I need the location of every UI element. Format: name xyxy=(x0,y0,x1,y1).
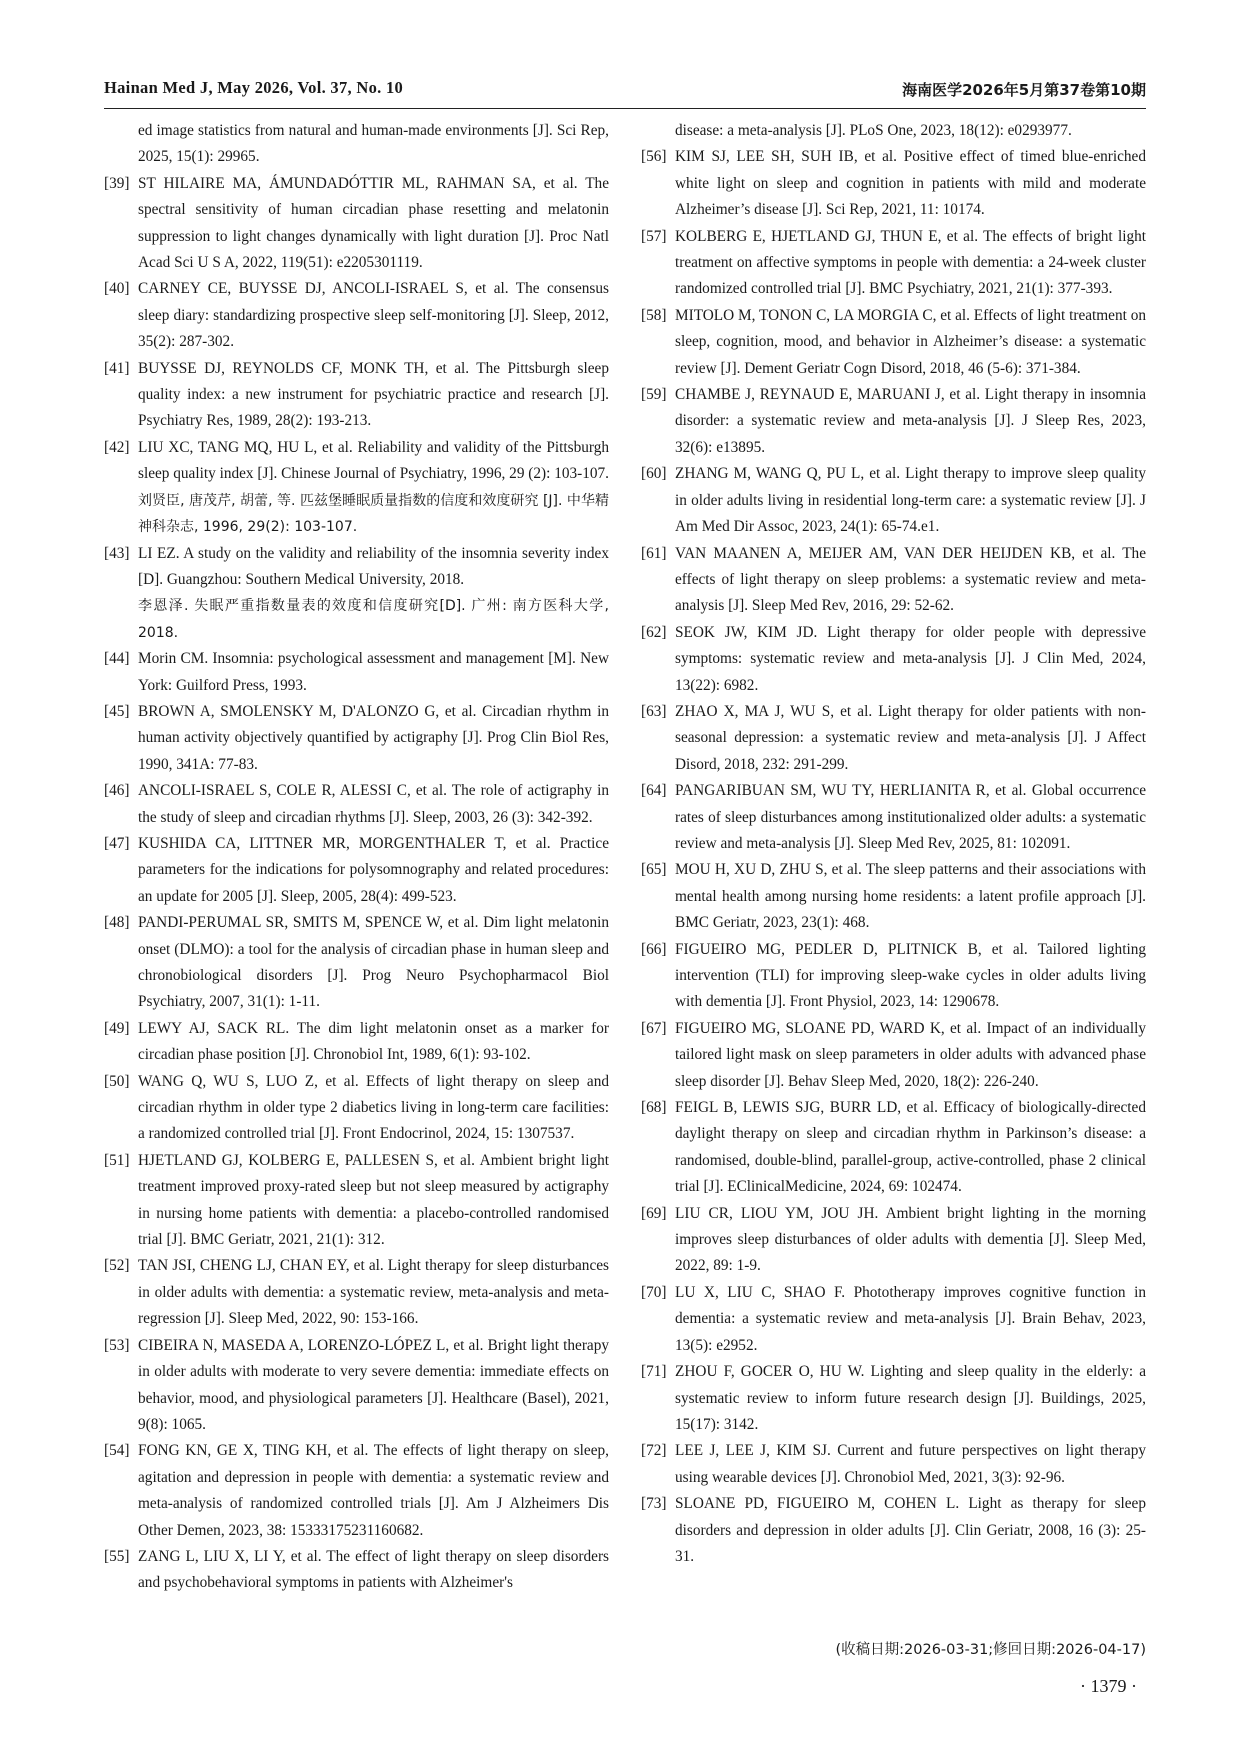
reference-item xyxy=(641,382,1146,461)
reference-text: FIGUEIRO MG, PEDLER D, PLITNICK B, et al. Tailored lighting intervention (TLI) for improving sleep-wake cycles in older adults living with dementia [J]. Front Physiol, 2023, 14: 1290678. xyxy=(675,940,1146,1011)
journal-chinese-title: 海南医学2026年5月第37卷第10期 xyxy=(902,81,1146,99)
reference-number: [54] xyxy=(104,1442,130,1460)
reference-item xyxy=(104,1333,609,1439)
reference-text: ZHAO X, MA J, WU S, et al. Light therapy for older patients with non-seasonal depression: a systematic review and meta-analysis [J]. J Affect Disord, 2018, 232: 291-299. xyxy=(675,702,1146,773)
reference-item xyxy=(641,541,1146,620)
reference-text: LI EZ. A study on the validity and reliability of the insomnia severity index [D]. Guangzhou: Southern Medical University, 2018. xyxy=(138,544,609,588)
reference-text: ANCOLI-ISRAEL S, COLE R, ALESSI C, et al. The role of actigraphy in the study of sleep and circadian rhythms [J]. Sleep, 2003, 26 (3): 342-392. xyxy=(138,782,609,826)
reference-number: [45] xyxy=(104,702,130,720)
reference-number: [59] xyxy=(641,386,667,404)
reference-number: [67] xyxy=(641,1019,667,1037)
reference-item xyxy=(641,937,1146,1016)
reference-text: TAN JSI, CHENG LJ, CHAN EY, et al. Light therapy for sleep disturbances in older adults with dementia: a systematic review, meta-analysis and meta-regression [J]. Sleep Med, 2022, 90: 153-166. xyxy=(138,1257,609,1328)
reference-text: MITOLO M, TONON C, LA MORGIA C, et al. Effects of light treatment on sleep, cognition, mood, and behavior in Alzheimer’s disease: a systematic review [J]. Dement Geriatr Cogn Disord, 2018, 46 (5-6): 371-384. xyxy=(675,306,1146,377)
reference-item xyxy=(104,910,609,1016)
reference-item xyxy=(641,778,1146,857)
reference-number: [60] xyxy=(641,465,667,483)
reference-number: [55] xyxy=(104,1547,130,1565)
reference-number: [40] xyxy=(104,280,130,298)
reference-item xyxy=(104,646,609,699)
reference-number: [47] xyxy=(104,834,130,852)
reference-item xyxy=(641,303,1146,382)
reference-text: BROWN A, SMOLENSKY M, D'ALONZO G, et al. Circadian rhythm in human activity objectively quantified by actigraphy [J]. Prog Clin Biol Res, 1990, 341A: 77-83. xyxy=(138,702,609,773)
reference-item xyxy=(641,1280,1146,1359)
page-number: · 1379 · xyxy=(1080,1676,1137,1696)
reference-text: BUYSSE DJ, REYNOLDS CF, MONK TH, et al. The Pittsburgh sleep quality index: a new instrument for psychiatric practice and research [J]. Psychiatry Res, 1989, 28(2): 193-213. xyxy=(138,359,609,430)
reference-number: [48] xyxy=(104,914,130,932)
reference-number: [46] xyxy=(104,782,130,800)
reference-text: CIBEIRA N, MASEDA A, LORENZO-LÓPEZ L, et al. Bright light therapy in older adults with moderate to very severe dementia: immediate effects on behavior, mood, and physiological parameters [J]. Healthcare (Basel), 2021, 9(8): 1065. xyxy=(138,1336,609,1433)
reference-number: [52] xyxy=(104,1257,130,1275)
left-column xyxy=(104,118,609,1597)
reference-text: CHAMBE J, REYNAUD E, MARUANI J, et al. Light therapy in insomnia disorder: a systematic review and meta-analysis [J]. J Sleep Res, 2023, 32(6): e13895. xyxy=(675,386,1146,456)
reference-item xyxy=(641,857,1146,936)
reference-list xyxy=(104,171,609,1597)
reference-item xyxy=(104,171,609,277)
reference-number: [65] xyxy=(641,861,667,879)
reference-text: KIM SJ, LEE SH, SUH IB, et al. Positive effect of timed blue-enriched white light on sleep and cognition in patients with mild and moderate Alzheimer’s disease [J]. Sci Rep, 2021, 11: 10174. xyxy=(675,148,1146,219)
reference-item xyxy=(104,1016,609,1069)
reference-text: PANGARIBUAN SM, WU TY, HERLIANITA R, et al. Global occurrence rates of sleep disturbances among institutionalized older adults: a systematic review and meta-analysis [J]. Sleep Med Rev, 2025, 81: 102091. xyxy=(675,782,1146,852)
reference-text: CARNEY CE, BUYSSE DJ, ANCOLI-ISRAEL S, et al. The consensus sleep diary: standardizing prospective sleep self-monitoring [J]. Sleep, 2012, 35(2): 287-302. xyxy=(138,280,609,351)
reference-text: HJETLAND GJ, KOLBERG E, PALLESEN S, et al. Ambient bright light treatment improved proxy-rated sleep but not sleep measured by actigraphy in nursing home patients with dementia: a placebo-controlled randomised trial [J]. BMC Geriatr, 2021, 21(1): 312. xyxy=(138,1151,609,1249)
reference-item xyxy=(641,1201,1146,1280)
right-column xyxy=(641,118,1146,1570)
reference-number: [62] xyxy=(641,623,667,641)
reference-text: FONG KN, GE X, TING KH, et al. The effects of light therapy on sleep, agitation and depression in people with dementia: a systematic review and meta-analysis of randomized controlled trials [J]. Am J Alzheimers Dis Other Demen, 2023, 38: 15333175231160682. xyxy=(138,1442,609,1539)
reference-text: ZHOU F, GOCER O, HU W. Lighting and sleep quality in the elderly: a systematic review to inform future research design [J]. Buildings, 2025, 15(17): 3142. xyxy=(675,1363,1146,1433)
reference-number: [51] xyxy=(104,1151,130,1169)
reference-number: [64] xyxy=(641,782,667,800)
journal-citation: Hainan Med J, May 2026, Vol. 37, No. 10 xyxy=(104,78,404,97)
reference-text: LU X, LIU C, SHAO F. Phototherapy improves cognitive function in dementia: a systematic review and meta-analysis [J]. Brain Behav, 2023, 13(5): e2952. xyxy=(675,1283,1146,1354)
reference-item xyxy=(104,1148,609,1254)
reference-number: [63] xyxy=(641,702,667,720)
reference-continuation: disease: a meta-analysis [J]. PLoS One, 2023, 18(12): e0293977. xyxy=(675,122,1072,139)
reference-item xyxy=(641,1095,1146,1201)
reference-item xyxy=(641,144,1146,223)
reference-number: [53] xyxy=(104,1336,130,1354)
reference-item xyxy=(104,1544,609,1597)
reference-item xyxy=(641,620,1146,699)
reference-number: [44] xyxy=(104,650,130,668)
reference-number: [41] xyxy=(104,359,130,377)
reference-item xyxy=(104,699,609,778)
reference-item xyxy=(104,541,609,647)
reference-text: LIU CR, LIOU YM, JOU JH. Ambient bright lighting in the morning improves sleep disturbances of older adults with dementia [J]. Sleep Med, 2022, 89: 1-9. xyxy=(675,1204,1146,1275)
reference-item xyxy=(641,224,1146,303)
received-revised-dates: (收稿日期:2026-03-31;修回日期:2026-04-17) xyxy=(835,1642,1146,1658)
running-header xyxy=(104,78,1146,109)
reference-item xyxy=(104,1253,609,1332)
reference-item xyxy=(641,1438,1146,1491)
reference-item xyxy=(641,461,1146,540)
reference-item xyxy=(104,435,609,541)
reference-number: [71] xyxy=(641,1363,667,1381)
reference-text: PANDI-PERUMAL SR, SMITS M, SPENCE W, et al. Dim light melatonin onset (DLMO): a tool for the analysis of circadian phase in human sleep and chronobiological disorders [J]. Prog Neuro Psychopharmacol Biol Psychiatry, 2007, 31(1): 1-11. xyxy=(138,914,609,1011)
reference-number: [43] xyxy=(104,544,130,562)
reference-text: FIGUEIRO MG, SLOANE PD, WARD K, et al. Impact of an individually tailored light mask on sleep parameters in older adults with advanced phase sleep disorder [J]. Behav Sleep Med, 2020, 18(2): 226-240. xyxy=(675,1019,1146,1090)
reference-number: [39] xyxy=(104,174,130,192)
reference-text: LIU XC, TANG MQ, HU L, et al. Reliability and validity of the Pittsburgh sleep quality index [J]. Chinese Journal of Psychiatry, 1996, 29 (2): 103-107. xyxy=(138,438,610,483)
reference-text: LEE J, LEE J, KIM SJ. Current and future perspectives on light therapy using wearable devices [J]. Chronobiol Med, 2021, 3(3): 92-96. xyxy=(675,1442,1146,1486)
reference-item xyxy=(104,1069,609,1148)
reference-item xyxy=(641,699,1146,778)
reference-item xyxy=(104,1438,609,1544)
reference-number: [66] xyxy=(641,940,667,958)
reference-text: ST HILAIRE MA, ÁMUNDADÓTTIR ML, RAHMAN SA, et al. The spectral sensitivity of human circadian phase resetting and melatonin suppression to light changes dynamically with light duration [J]. Proc Natl Acad Sci U S A, 2022, 119(51): e2205301119. xyxy=(138,174,609,272)
reference-list xyxy=(641,144,1146,1570)
reference-item xyxy=(641,1016,1146,1095)
reference-text: ZHANG M, WANG Q, PU L, et al. Light therapy to improve sleep quality in older adults living in residential long-term care: a systematic review [J]. J Am Med Dir Assoc, 2023, 24(1): 65-74.e1. xyxy=(675,465,1146,536)
reference-chinese-text: 刘贤臣, 唐茂芹, 胡蕾, 等. 匹兹堡睡眠质量指数的信度和效度研究 [J]. 中华精神科杂志, 1996, 29(2): 103-107. xyxy=(138,492,609,536)
reference-item xyxy=(104,778,609,831)
reference-continuation: ed image statistics from natural and human-made environments [J]. Sci Rep, 2025, 15(1): 29965. xyxy=(138,122,609,166)
reference-text: SLOANE PD, FIGUEIRO M, COHEN L. Light as therapy for sleep disorders and depression in older adults [J]. Clin Geriatr, 2008, 16 (3): 25-31. xyxy=(675,1495,1146,1565)
reference-text: LEWY AJ, SACK RL. The dim light melatonin onset as a marker for circadian phase position [J]. Chronobiol Int, 1989, 6(1): 93-102. xyxy=(138,1019,609,1064)
reference-text: KUSHIDA CA, LITTNER MR, MORGENTHALER T, et al. Practice parameters for the indications for polysomnography and related procedures: an update for 2005 [J]. Sleep, 2005, 28(4): 499-523. xyxy=(138,834,609,905)
reference-number: [57] xyxy=(641,227,667,245)
reference-text: KOLBERG E, HJETLAND GJ, THUN E, et al. The effects of bright light treatment on affective symptoms in people with dementia: a 24-week cluster randomized controlled trial [J]. BMC Psychiatry, 2021, 21(1): 377-393. xyxy=(675,227,1146,298)
reference-number: [70] xyxy=(641,1283,667,1301)
reference-text: WANG Q, WU S, LUO Z, et al. Effects of light therapy on sleep and circadian rhythm in older type 2 diabetics living in long-term care facilities: a randomized controlled trial [J]. Front Endocrinol, 2024, 15: 1307537. xyxy=(138,1072,609,1143)
reference-text: VAN MAANEN A, MEIJER AM, VAN DER HEIJDEN KB, et al. The effects of light therapy on sleep problems: a systematic review and meta-analysis [J]. Sleep Med Rev, 2016, 29: 52-62. xyxy=(675,544,1146,615)
reference-number: [61] xyxy=(641,544,667,562)
reference-item xyxy=(641,1491,1146,1570)
reference-text: MOU H, XU D, ZHU S, et al. The sleep patterns and their associations with mental health among nursing home residents: a latent profile approach [J]. BMC Geriatr, 2023, 23(1): 468. xyxy=(675,861,1146,932)
reference-number: [69] xyxy=(641,1204,667,1222)
reference-item xyxy=(104,276,609,355)
reference-number: [50] xyxy=(104,1072,130,1090)
reference-text: FEIGL B, LEWIS SJG, BURR LD, et al. Efficacy of biologically-directed daylight therapy on sleep and circadian rhythm in Parkinson’s disease: a randomised, double-blind, parallel-group, active-controlled, phase 2 clinical trial [J]. EClinicalMedicine, 2024, 69: 102474. xyxy=(675,1099,1146,1196)
reference-item xyxy=(104,356,609,435)
reference-number: [73] xyxy=(641,1495,667,1513)
reference-text: SEOK JW, KIM JD. Light therapy for older people with depressive symptoms: systematic review and meta-analysis [J]. J Clin Med, 2024, 13(22): 6982. xyxy=(675,623,1146,694)
reference-number: [49] xyxy=(104,1019,130,1037)
reference-chinese-text: 李恩泽. 失眠严重指数量表的效度和信度研究[D]. 广州: 南方医科大学, 2018. xyxy=(138,598,609,641)
reference-item xyxy=(104,831,609,910)
reference-text: Morin CM. Insomnia: psychological assessment and management [M]. New York: Guilford Press, 1993. xyxy=(138,650,609,694)
reference-number: [72] xyxy=(641,1442,667,1460)
reference-number: [68] xyxy=(641,1099,667,1117)
reference-number: [56] xyxy=(641,148,667,166)
reference-number: [42] xyxy=(104,438,130,456)
reference-text: ZANG L, LIU X, LI Y, et al. The effect of light therapy on sleep disorders and psychobehavioral symptoms in patients with Alzheimer's xyxy=(138,1547,609,1592)
reference-number: [58] xyxy=(641,306,667,324)
reference-item xyxy=(641,1359,1146,1438)
